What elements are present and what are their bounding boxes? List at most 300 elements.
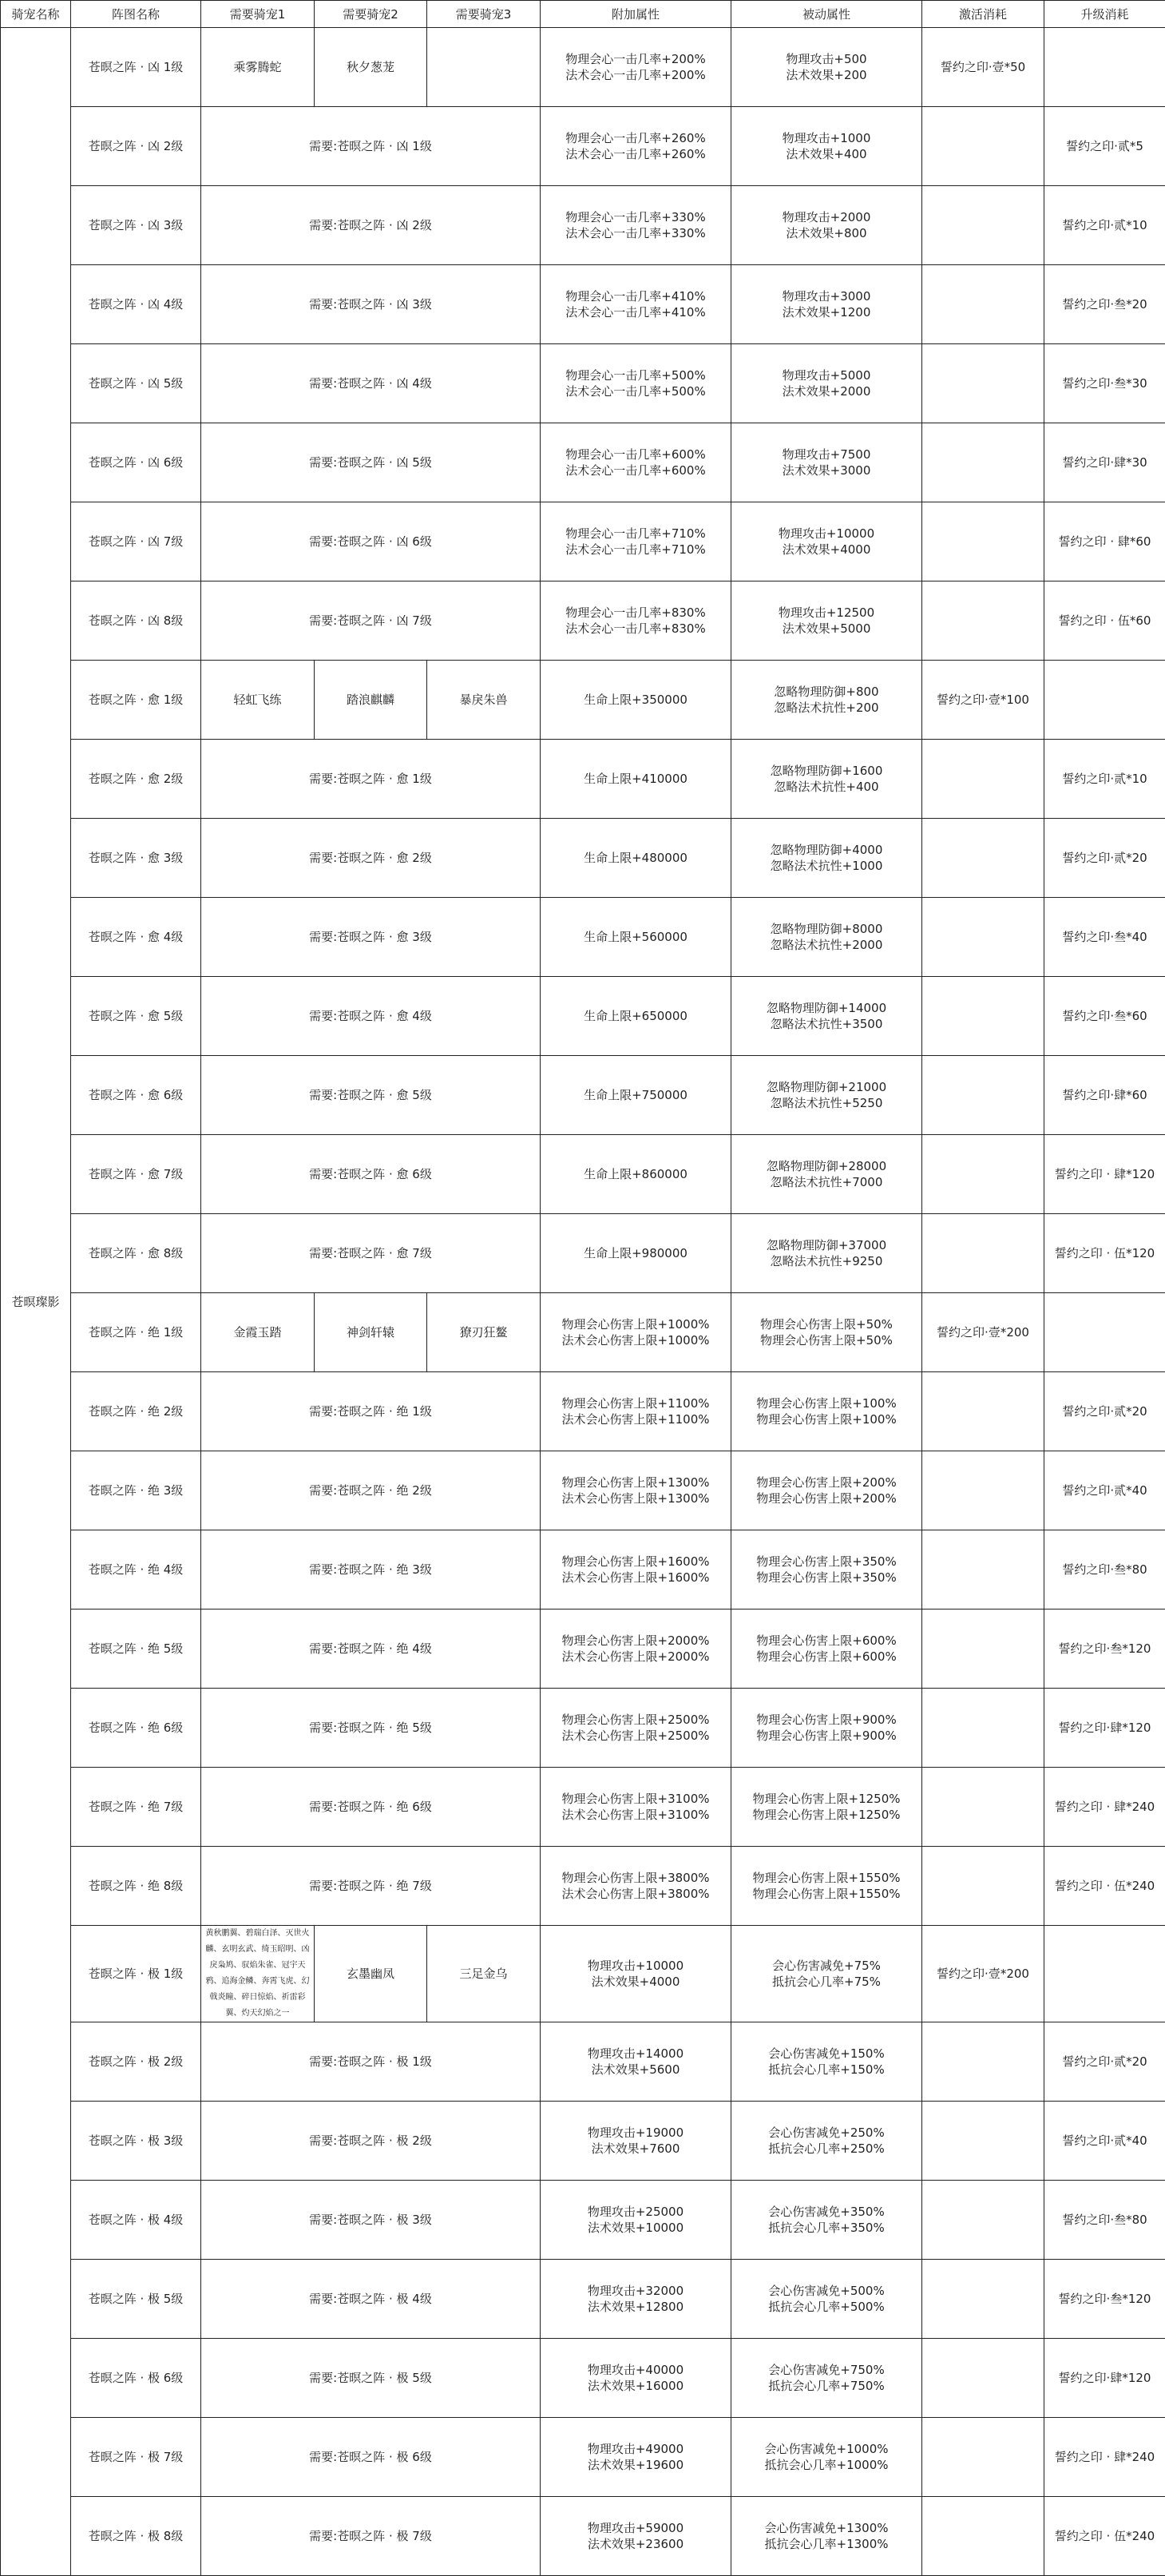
passive-attributes — [731, 2181, 922, 2260]
table-row — [1, 107, 1165, 186]
upgrade-cost: 誓约之印·贰*10 — [1044, 740, 1165, 819]
passive-attribute-line: 物理攻击+5000 — [735, 367, 918, 383]
passive-attributes — [731, 898, 922, 977]
passive-attribute-line: 法术效果+1200 — [735, 304, 918, 320]
formation-name: 苍暝之阵 · 极 8级 — [71, 2497, 201, 2576]
formation-name: 苍暝之阵 · 愈 6级 — [71, 1056, 201, 1135]
bonus-attributes — [541, 1372, 731, 1451]
table-row — [1, 1926, 1165, 2022]
bonus-attribute-line: 物理攻击+59000 — [544, 2520, 727, 2536]
passive-attributes — [731, 1056, 922, 1135]
header-required-mount-3: 需要骑宠3 — [427, 1, 541, 28]
required-previous-level: 需要:苍暝之阵 · 凶 3级 — [201, 265, 541, 344]
bonus-attribute-line: 生命上限+350000 — [544, 692, 727, 708]
passive-attribute-line: 物理攻击+12500 — [735, 605, 918, 621]
bonus-attribute-line: 物理会心一击几率+500% — [544, 367, 727, 383]
upgrade-cost — [1044, 1926, 1165, 2022]
header-formation-name: 阵图名称 — [71, 1, 201, 28]
passive-attribute-line: 忽略物理防御+4000 — [735, 842, 918, 858]
table-row — [1, 661, 1165, 740]
formation-name: 苍暝之阵 · 极 2级 — [71, 2022, 201, 2102]
formation-name: 苍暝之阵 · 凶 7级 — [71, 502, 201, 581]
upgrade-cost: 誓约之印 · 伍*120 — [1044, 1214, 1165, 1293]
required-mount-1: 金霞玉踏 — [201, 1293, 315, 1372]
upgrade-cost: 誓约之印·贰*20 — [1044, 1372, 1165, 1451]
bonus-attributes — [541, 28, 731, 107]
required-previous-level: 需要:苍暝之阵 · 绝 4级 — [201, 1610, 541, 1689]
bonus-attributes — [541, 186, 731, 265]
bonus-attribute-line: 法术效果+19600 — [544, 2457, 727, 2473]
bonus-attribute-line: 法术效果+10000 — [544, 2220, 727, 2236]
passive-attribute-line: 物理会心伤害上限+600% — [735, 1633, 918, 1649]
formation-name: 苍暝之阵 · 凶 1级 — [71, 28, 201, 107]
passive-attribute-line: 法术效果+200 — [735, 67, 918, 83]
passive-attribute-line: 物理会心伤害上限+900% — [735, 1712, 918, 1728]
passive-attribute-line: 忽略物理防御+21000 — [735, 1079, 918, 1095]
formation-name: 苍暝之阵 · 愈 2级 — [71, 740, 201, 819]
upgrade-cost: 誓约之印·贰*10 — [1044, 186, 1165, 265]
table-row — [1, 2102, 1165, 2181]
passive-attributes — [731, 2339, 922, 2418]
activation-cost — [922, 581, 1044, 661]
bonus-attribute-line: 物理会心伤害上限+3800% — [544, 1870, 727, 1886]
passive-attributes — [731, 1372, 922, 1451]
activation-cost — [922, 1610, 1044, 1689]
activation-cost — [922, 1530, 1044, 1610]
bonus-attributes — [541, 1056, 731, 1135]
passive-attribute-line: 物理攻击+3000 — [735, 288, 918, 304]
passive-attribute-line: 法术效果+3000 — [735, 462, 918, 478]
header-row — [1, 1, 1165, 28]
activation-cost: 誓约之印·壹*50 — [922, 28, 1044, 107]
required-mount-2: 玄墨幽凤 — [315, 1926, 427, 2022]
formation-name: 苍暝之阵 · 绝 2级 — [71, 1372, 201, 1451]
formation-name: 苍暝之阵 · 凶 6级 — [71, 423, 201, 502]
activation-cost — [922, 2418, 1044, 2497]
table-row — [1, 2418, 1165, 2497]
bonus-attribute-line: 物理攻击+25000 — [544, 2204, 727, 2220]
bonus-attribute-line: 法术会心伤害上限+1600% — [544, 1570, 727, 1586]
required-previous-level: 需要:苍暝之阵 · 凶 7级 — [201, 581, 541, 661]
activation-cost — [922, 2339, 1044, 2418]
passive-attributes — [731, 1926, 922, 2022]
activation-cost — [922, 1056, 1044, 1135]
activation-cost: 誓约之印·壹*200 — [922, 1926, 1044, 2022]
activation-cost — [922, 1847, 1044, 1926]
required-previous-level: 需要:苍暝之阵 · 极 6级 — [201, 2418, 541, 2497]
passive-attribute-line: 忽略物理防御+800 — [735, 684, 918, 700]
passive-attribute-line: 会心伤害减免+75% — [735, 1958, 918, 1974]
passive-attributes — [731, 1214, 922, 1293]
passive-attribute-line: 抵抗会心几率+150% — [735, 2062, 918, 2078]
bonus-attribute-line: 生命上限+480000 — [544, 850, 727, 866]
upgrade-cost: 誓约之印·叁*80 — [1044, 2181, 1165, 2260]
bonus-attribute-line: 物理会心一击几率+830% — [544, 605, 727, 621]
required-mount-3: 三足金乌 — [427, 1926, 541, 2022]
bonus-attributes — [541, 819, 731, 898]
formation-name: 苍暝之阵 · 愈 5级 — [71, 977, 201, 1056]
upgrade-cost: 誓约之印·肆*120 — [1044, 2339, 1165, 2418]
required-mount-2: 踏浪麒麟 — [315, 661, 427, 740]
bonus-attribute-line: 法术效果+5600 — [544, 2062, 727, 2078]
passive-attribute-line: 法术效果+4000 — [735, 542, 918, 558]
passive-attribute-line: 物理会心伤害上限+1550% — [735, 1886, 918, 1902]
passive-attributes — [731, 1847, 922, 1926]
bonus-attribute-line: 法术效果+23600 — [544, 2536, 727, 2552]
passive-attribute-line: 会心伤害减免+350% — [735, 2204, 918, 2220]
passive-attribute-line: 物理攻击+10000 — [735, 526, 918, 542]
upgrade-cost — [1044, 1293, 1165, 1372]
upgrade-cost: 誓约之印·肆*30 — [1044, 423, 1165, 502]
bonus-attributes — [541, 581, 731, 661]
passive-attribute-line: 物理攻击+1000 — [735, 130, 918, 146]
upgrade-cost: 誓约之印 · 伍*240 — [1044, 2497, 1165, 2576]
passive-attributes — [731, 740, 922, 819]
passive-attribute-line: 会心伤害减免+250% — [735, 2125, 918, 2141]
formation-name: 苍暝之阵 · 愈 4级 — [71, 898, 201, 977]
activation-cost — [922, 1214, 1044, 1293]
passive-attributes — [731, 1135, 922, 1214]
formation-name: 苍暝之阵 · 凶 2级 — [71, 107, 201, 186]
passive-attribute-line: 物理会心伤害上限+1250% — [735, 1807, 918, 1823]
bonus-attributes — [541, 1530, 731, 1610]
passive-attribute-line: 会心伤害减免+1300% — [735, 2520, 918, 2536]
bonus-attributes — [541, 1293, 731, 1372]
activation-cost — [922, 265, 1044, 344]
table-row — [1, 1056, 1165, 1135]
table-row — [1, 502, 1165, 581]
bonus-attributes — [541, 2339, 731, 2418]
upgrade-cost: 誓约之印 · 肆*240 — [1044, 1768, 1165, 1847]
bonus-attribute-line: 法术会心伤害上限+1100% — [544, 1411, 727, 1427]
bonus-attribute-line: 法术会心一击几率+600% — [544, 462, 727, 478]
table-row — [1, 898, 1165, 977]
passive-attribute-line: 会心伤害减免+500% — [735, 2283, 918, 2299]
activation-cost — [922, 2260, 1044, 2339]
table-row — [1, 1214, 1165, 1293]
passive-attributes — [731, 2102, 922, 2181]
upgrade-cost: 誓约之印 · 伍*240 — [1044, 1847, 1165, 1926]
bonus-attribute-line: 物理会心一击几率+330% — [544, 209, 727, 225]
passive-attributes — [731, 1768, 922, 1847]
activation-cost — [922, 1372, 1044, 1451]
required-previous-level: 需要:苍暝之阵 · 愈 4级 — [201, 977, 541, 1056]
bonus-attribute-line: 物理攻击+10000 — [544, 1958, 727, 1974]
passive-attribute-line: 抵抗会心几率+350% — [735, 2220, 918, 2236]
table-row — [1, 1610, 1165, 1689]
activation-cost — [922, 898, 1044, 977]
formation-name: 苍暝之阵 · 愈 3级 — [71, 819, 201, 898]
passive-attributes — [731, 344, 922, 423]
bonus-attributes — [541, 1689, 731, 1768]
bonus-attributes — [541, 502, 731, 581]
passive-attributes — [731, 977, 922, 1056]
bonus-attribute-line: 法术会心伤害上限+2000% — [544, 1649, 727, 1665]
formation-name: 苍暝之阵 · 极 5级 — [71, 2260, 201, 2339]
required-mount-1: 乘雾腾蛇 — [201, 28, 315, 107]
table-row — [1, 1530, 1165, 1610]
table-row — [1, 1372, 1165, 1451]
header-required-mount-1: 需要骑宠1 — [201, 1, 315, 28]
formation-name: 苍暝之阵 · 极 1级 — [71, 1926, 201, 2022]
passive-attributes — [731, 1293, 922, 1372]
bonus-attribute-line: 物理会心伤害上限+1100% — [544, 1395, 727, 1411]
passive-attribute-line: 物理会心伤害上限+100% — [735, 1411, 918, 1427]
upgrade-cost — [1044, 661, 1165, 740]
bonus-attribute-line: 法术效果+7600 — [544, 2141, 727, 2157]
table-row — [1, 186, 1165, 265]
passive-attribute-line: 忽略物理防御+28000 — [735, 1158, 918, 1174]
passive-attribute-line: 物理会心伤害上限+50% — [735, 1316, 918, 1332]
bonus-attributes — [541, 1768, 731, 1847]
bonus-attributes — [541, 1451, 731, 1530]
formation-name: 苍暝之阵 · 凶 4级 — [71, 265, 201, 344]
bonus-attribute-line: 物理会心伤害上限+2000% — [544, 1633, 727, 1649]
bonus-attribute-line: 物理攻击+19000 — [544, 2125, 727, 2141]
passive-attribute-line: 物理会心伤害上限+50% — [735, 1332, 918, 1348]
activation-cost — [922, 819, 1044, 898]
passive-attribute-line: 物理会心伤害上限+200% — [735, 1475, 918, 1490]
bonus-attribute-line: 生命上限+980000 — [544, 1245, 727, 1261]
bonus-attribute-line: 法术会心一击几率+410% — [544, 304, 727, 320]
bonus-attributes — [541, 423, 731, 502]
passive-attribute-line: 会心伤害减免+750% — [735, 2362, 918, 2378]
upgrade-cost: 誓约之印 · 肆*60 — [1044, 502, 1165, 581]
required-previous-level: 需要:苍暝之阵 · 凶 4级 — [201, 344, 541, 423]
required-previous-level: 需要:苍暝之阵 · 绝 7级 — [201, 1847, 541, 1926]
passive-attribute-line: 抵抗会心几率+1300% — [735, 2536, 918, 2552]
passive-attribute-line: 法术效果+2000 — [735, 383, 918, 399]
passive-attributes — [731, 2022, 922, 2102]
upgrade-cost: 誓约之印·叁*40 — [1044, 898, 1165, 977]
bonus-attributes — [541, 2260, 731, 2339]
passive-attribute-line: 忽略物理防御+37000 — [735, 1237, 918, 1253]
bonus-attributes — [541, 977, 731, 1056]
formation-name: 苍暝之阵 · 凶 8级 — [71, 581, 201, 661]
formation-name: 苍暝之阵 · 绝 4级 — [71, 1530, 201, 1610]
passive-attribute-line: 物理会心伤害上限+1250% — [735, 1791, 918, 1807]
bonus-attribute-line: 物理攻击+49000 — [544, 2441, 727, 2457]
table-row — [1, 977, 1165, 1056]
bonus-attribute-line: 物理会心一击几率+410% — [544, 288, 727, 304]
formation-name: 苍暝之阵 · 极 7级 — [71, 2418, 201, 2497]
passive-attributes — [731, 1451, 922, 1530]
upgrade-cost: 誓约之印·贰*40 — [1044, 1451, 1165, 1530]
passive-attributes — [731, 2497, 922, 2576]
table-row — [1, 740, 1165, 819]
passive-attributes — [731, 581, 922, 661]
required-previous-level: 需要:苍暝之阵 · 愈 6级 — [201, 1135, 541, 1214]
bonus-attribute-line: 法术会心一击几率+830% — [544, 621, 727, 637]
passive-attributes — [731, 265, 922, 344]
mount-name-cell: 苍暝璨影 — [1, 28, 71, 2576]
passive-attributes — [731, 1610, 922, 1689]
bonus-attribute-line: 物理会心伤害上限+3100% — [544, 1791, 727, 1807]
table-row — [1, 423, 1165, 502]
activation-cost — [922, 344, 1044, 423]
passive-attribute-line: 抵抗会心几率+75% — [735, 1974, 918, 1990]
formation-name: 苍暝之阵 · 愈 1级 — [71, 661, 201, 740]
activation-cost — [922, 2497, 1044, 2576]
activation-cost — [922, 2102, 1044, 2181]
passive-attributes — [731, 1530, 922, 1610]
passive-attributes — [731, 1689, 922, 1768]
formation-name: 苍暝之阵 · 绝 1级 — [71, 1293, 201, 1372]
passive-attribute-line: 忽略法术抗性+1000 — [735, 858, 918, 874]
required-previous-level: 需要:苍暝之阵 · 极 4级 — [201, 2260, 541, 2339]
activation-cost — [922, 1451, 1044, 1530]
bonus-attribute-line: 法术效果+4000 — [544, 1974, 727, 1990]
activation-cost — [922, 1689, 1044, 1768]
bonus-attribute-line: 法术会心一击几率+500% — [544, 383, 727, 399]
passive-attributes — [731, 2418, 922, 2497]
passive-attribute-line: 抵抗会心几率+1000% — [735, 2457, 918, 2473]
header-bonus-attributes: 附加属性 — [541, 1, 731, 28]
required-previous-level: 需要:苍暝之阵 · 凶 1级 — [201, 107, 541, 186]
required-previous-level: 需要:苍暝之阵 · 凶 2级 — [201, 186, 541, 265]
bonus-attribute-line: 生命上限+750000 — [544, 1087, 727, 1103]
passive-attribute-line: 忽略法术抗性+3500 — [735, 1016, 918, 1032]
bonus-attribute-line: 生命上限+560000 — [544, 929, 727, 945]
table-row — [1, 1768, 1165, 1847]
required-previous-level: 需要:苍暝之阵 · 极 2级 — [201, 2102, 541, 2181]
table-row — [1, 1847, 1165, 1926]
bonus-attributes — [541, 1214, 731, 1293]
formation-name: 苍暝之阵 · 绝 5级 — [71, 1610, 201, 1689]
passive-attribute-line: 物理会心伤害上限+1550% — [735, 1870, 918, 1886]
required-previous-level: 需要:苍暝之阵 · 凶 6级 — [201, 502, 541, 581]
activation-cost — [922, 740, 1044, 819]
bonus-attribute-line: 物理会心伤害上限+1000% — [544, 1316, 727, 1332]
upgrade-cost: 誓约之印·肆*60 — [1044, 1056, 1165, 1135]
bonus-attribute-line: 物理攻击+14000 — [544, 2046, 727, 2062]
passive-attribute-line: 法术效果+5000 — [735, 621, 918, 637]
bonus-attribute-line: 法术效果+12800 — [544, 2299, 727, 2315]
activation-cost — [922, 977, 1044, 1056]
required-previous-level: 需要:苍暝之阵 · 极 1级 — [201, 2022, 541, 2102]
required-previous-level: 需要:苍暝之阵 · 极 7级 — [201, 2497, 541, 2576]
activation-cost — [922, 1768, 1044, 1847]
upgrade-cost: 誓约之印·贰*20 — [1044, 2022, 1165, 2102]
formation-name: 苍暝之阵 · 愈 8级 — [71, 1214, 201, 1293]
header-mount-name: 骑宠名称 — [1, 1, 71, 28]
bonus-attribute-line: 生命上限+410000 — [544, 771, 727, 787]
passive-attribute-line: 物理攻击+2000 — [735, 209, 918, 225]
activation-cost: 誓约之印·壹*100 — [922, 661, 1044, 740]
bonus-attribute-line: 法术会心一击几率+260% — [544, 146, 727, 162]
table-row — [1, 1293, 1165, 1372]
bonus-attributes — [541, 1610, 731, 1689]
bonus-attribute-line: 法术效果+16000 — [544, 2378, 727, 2394]
bonus-attribute-line: 物理会心一击几率+200% — [544, 51, 727, 67]
formation-name: 苍暝之阵 · 绝 3级 — [71, 1451, 201, 1530]
table-row — [1, 1451, 1165, 1530]
bonus-attributes — [541, 1135, 731, 1214]
bonus-attribute-line: 法术会心一击几率+200% — [544, 67, 727, 83]
required-previous-level: 需要:苍暝之阵 · 极 5级 — [201, 2339, 541, 2418]
table-row — [1, 2022, 1165, 2102]
passive-attribute-line: 会心伤害减免+150% — [735, 2046, 918, 2062]
formation-name: 苍暝之阵 · 凶 3级 — [71, 186, 201, 265]
passive-attribute-line: 物理攻击+500 — [735, 51, 918, 67]
activation-cost — [922, 107, 1044, 186]
required-previous-level: 需要:苍暝之阵 · 绝 6级 — [201, 1768, 541, 1847]
required-mount-3 — [427, 28, 541, 107]
bonus-attribute-line: 法术会心一击几率+330% — [544, 225, 727, 241]
passive-attributes — [731, 819, 922, 898]
passive-attributes — [731, 423, 922, 502]
bonus-attribute-line: 物理会心一击几率+260% — [544, 130, 727, 146]
table-row — [1, 2260, 1165, 2339]
bonus-attribute-line: 物理会心伤害上限+2500% — [544, 1712, 727, 1728]
required-previous-level: 需要:苍暝之阵 · 愈 2级 — [201, 819, 541, 898]
bonus-attribute-line: 法术会心伤害上限+3100% — [544, 1807, 727, 1823]
required-previous-level: 需要:苍暝之阵 · 绝 3级 — [201, 1530, 541, 1610]
required-mount-1: 黄秋鹏翼、碧瑞白泽、灭世火麟、玄明玄武、绮玉昭明、凶戾枭鸠、驭焰朱雀、冠宇天鸦、追海金鳞、奔霄飞虎、幻戟炎瞳、碎日惊焰、祈雷彩翼、灼天幻焰之一 — [201, 1926, 315, 2022]
required-previous-level: 需要:苍暝之阵 · 绝 1级 — [201, 1372, 541, 1451]
bonus-attribute-line: 物理会心一击几率+710% — [544, 526, 727, 542]
passive-attributes — [731, 28, 922, 107]
bonus-attributes — [541, 2418, 731, 2497]
bonus-attributes — [541, 898, 731, 977]
required-mount-3: 暴戾朱兽 — [427, 661, 541, 740]
required-previous-level: 需要:苍暝之阵 · 绝 2级 — [201, 1451, 541, 1530]
formation-name: 苍暝之阵 · 极 3级 — [71, 2102, 201, 2181]
table-row — [1, 2181, 1165, 2260]
required-mount-2: 神剑轩辕 — [315, 1293, 427, 1372]
activation-cost — [922, 1135, 1044, 1214]
passive-attributes — [731, 2260, 922, 2339]
bonus-attribute-line: 法术会心伤害上限+2500% — [544, 1728, 727, 1744]
formation-name: 苍暝之阵 · 愈 7级 — [71, 1135, 201, 1214]
passive-attribute-line: 物理攻击+7500 — [735, 447, 918, 462]
bonus-attributes — [541, 2022, 731, 2102]
table-row — [1, 344, 1165, 423]
formation-name: 苍暝之阵 · 极 6级 — [71, 2339, 201, 2418]
required-previous-level: 需要:苍暝之阵 · 绝 5级 — [201, 1689, 541, 1768]
passive-attribute-line: 忽略法术抗性+200 — [735, 700, 918, 716]
bonus-attribute-line: 物理会心伤害上限+1300% — [544, 1475, 727, 1490]
passive-attributes — [731, 107, 922, 186]
formation-name: 苍暝之阵 · 极 4级 — [71, 2181, 201, 2260]
passive-attribute-line: 物理会心伤害上限+350% — [735, 1570, 918, 1586]
bonus-attribute-line: 法术会心伤害上限+1000% — [544, 1332, 727, 1348]
upgrade-cost: 誓约之印·叁*30 — [1044, 344, 1165, 423]
passive-attribute-line: 忽略物理防御+8000 — [735, 921, 918, 937]
passive-attribute-line: 会心伤害减免+1000% — [735, 2441, 918, 2457]
passive-attributes — [731, 186, 922, 265]
upgrade-cost: 誓约之印·叁*80 — [1044, 1530, 1165, 1610]
upgrade-cost: 誓约之印·叁*120 — [1044, 1610, 1165, 1689]
upgrade-cost: 誓约之印 · 肆*120 — [1044, 1135, 1165, 1214]
bonus-attributes — [541, 1847, 731, 1926]
bonus-attribute-line: 法术会心一击几率+710% — [544, 542, 727, 558]
passive-attribute-line: 忽略法术抗性+2000 — [735, 937, 918, 953]
bonus-attribute-line: 生命上限+650000 — [544, 1008, 727, 1024]
passive-attribute-line: 忽略法术抗性+400 — [735, 779, 918, 795]
upgrade-cost: 誓约之印·叁*60 — [1044, 977, 1165, 1056]
bonus-attribute-line: 物理会心一击几率+600% — [544, 447, 727, 462]
bonus-attributes — [541, 344, 731, 423]
passive-attribute-line: 忽略物理防御+14000 — [735, 1000, 918, 1016]
table-row — [1, 581, 1165, 661]
passive-attribute-line: 忽略法术抗性+7000 — [735, 1174, 918, 1190]
passive-attribute-line: 物理会心伤害上限+200% — [735, 1490, 918, 1506]
required-previous-level: 需要:苍暝之阵 · 极 3级 — [201, 2181, 541, 2260]
header-passive-attributes: 被动属性 — [731, 1, 922, 28]
bonus-attribute-line: 法术会心伤害上限+1300% — [544, 1490, 727, 1506]
required-mount-3: 獠刃狂鳌 — [427, 1293, 541, 1372]
